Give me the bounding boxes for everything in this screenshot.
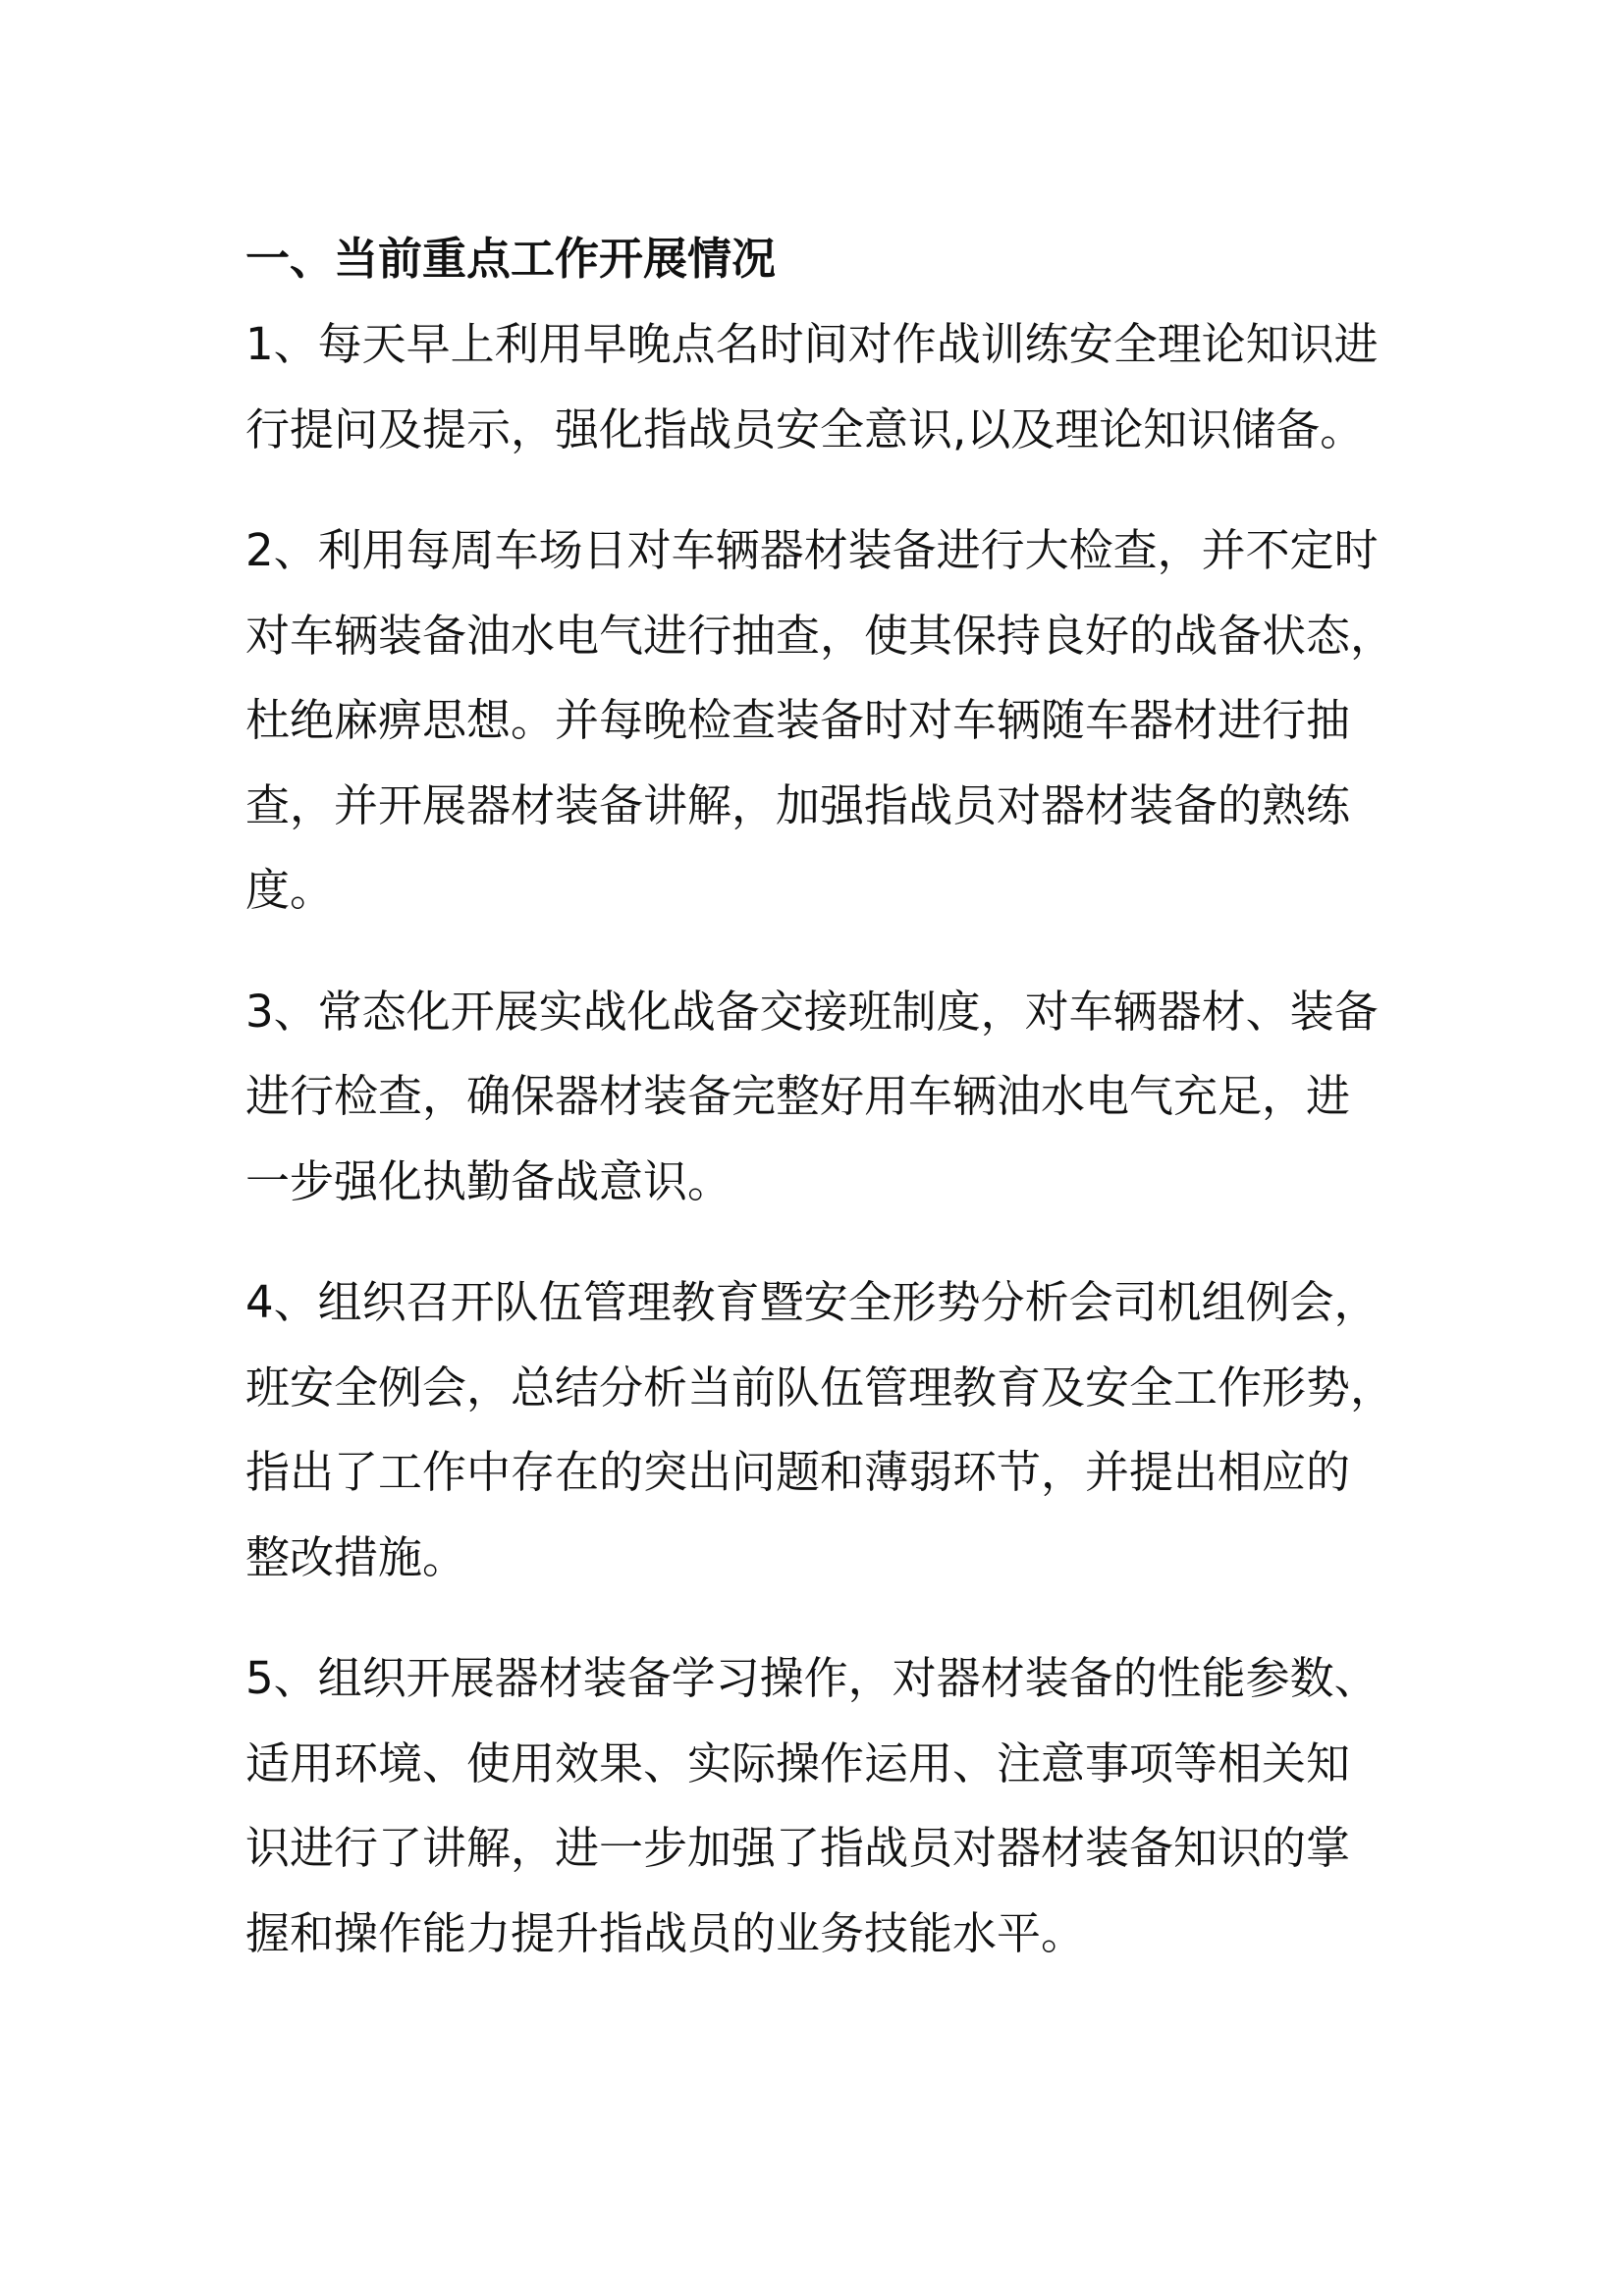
paragraph-line: 班安全例会，总结分析当前队伍管理教育及安全工作形势，	[245, 1361, 1395, 1414]
paragraph-line: 行提问及提示，强化指战员安全意识,以及理论知识储备。	[245, 402, 1365, 455]
section-heading: 一、当前重点工作开展情况	[245, 233, 777, 285]
paragraph-line: 5、组织开展器材装备学习操作，对器材装备的性能参数、	[245, 1652, 1379, 1704]
paragraph-line: 查，并开展器材装备讲解，加强指战员对器材装备的熟练	[245, 778, 1351, 831]
paragraph-5	[245, 1636, 1384, 1976]
paragraph-line: 3、常态化开展实战化战备交接班制度，对车辆器材、装备	[245, 985, 1379, 1038]
paragraph-line: 适用环境、使用效果、实际操作运用、注意事项等相关知	[245, 1736, 1351, 1789]
paragraph-4	[245, 1260, 1395, 1600]
paragraph-line: 一步强化执勤备战意识。	[245, 1154, 732, 1207]
paragraph-line: 整改措施。	[245, 1530, 467, 1583]
paragraph-1	[245, 302, 1384, 472]
paragraph-line: 1、每天早上利用早晚点名时间对作战训练安全理论知识进	[245, 318, 1379, 370]
paragraph-line: 度。	[245, 864, 335, 916]
paragraph-line: 识进行了讲解，进一步加强了指战员对器材装备知识的掌	[245, 1822, 1351, 1874]
document-body	[245, 220, 1395, 2012]
paragraph-line: 2、利用每周车场日对车辆器材装备进行大检查，并不定时	[245, 524, 1379, 576]
paragraph-line: 对车辆装备油水电气进行抽查，使其保持良好的战备状态，	[245, 609, 1395, 662]
paragraph-line: 指出了工作中存在的突出问题和薄弱环节，并提出相应的	[245, 1446, 1351, 1498]
paragraph-line: 4、组织召开队伍管理教育暨安全形势分析会司机组例会，	[245, 1276, 1379, 1328]
paragraph-3	[245, 970, 1384, 1225]
paragraph-line: 进行检查，确保器材装备完整好用车辆油水电气充足，进	[245, 1070, 1351, 1122]
paragraph-line: 握和操作能力提升指战员的业务技能水平。	[245, 1906, 1086, 1959]
paragraph-2	[245, 508, 1395, 934]
paragraph-line: 杜绝麻痹思想。并每晚检查装备时对车辆随车器材进行抽	[245, 694, 1351, 746]
